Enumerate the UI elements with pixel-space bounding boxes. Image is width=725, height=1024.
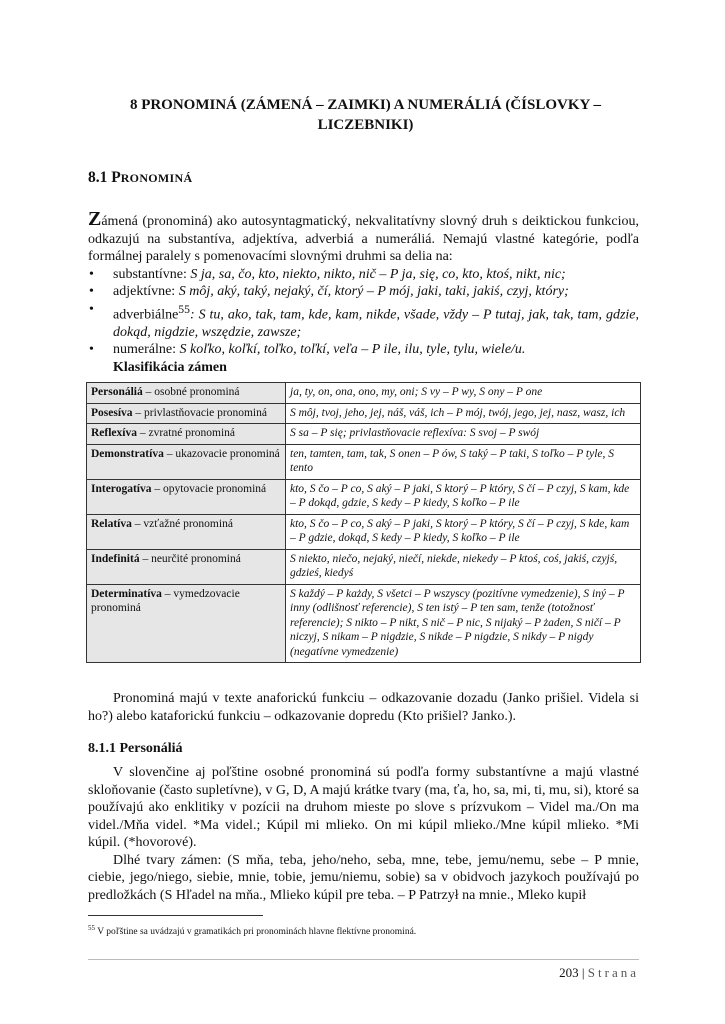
term-desc: – opytovacie pronominá [154,482,267,495]
footnote-text: V poľštine sa uvádzajú v gramatikách pri pronominách hlavne flektívne pronominá. [97,927,417,938]
paragraph-long-forms: Dlhé tvary zámen: (S mňa, teba, jeho/neho, seba, mne, tebe, jemu/nemu, sebe – P mnie, ciebie, jego/niego, siebie, mnie, tobie, jemu/niemu, sobie) sa v obidvoch jazykoch používajú po predložkách (S Hľadel na mňa., Mlieko kúpil pre teba. – P Patrzył na mnie., Mleko kupił [88,852,639,903]
table-row [87,584,641,663]
bullet-text: S koľko, koľkí, toľko, toľkí, veľa – P ile, ilu, tyle, tylu, wiele/u. [179,342,526,358]
bullet-text: S môj, aký, taký, nejaký, čí, ktorý – P mój, jaki, taki, jakiś, czyj, który; [178,284,569,299]
table-term-cell [87,479,286,514]
footer-divider [88,959,639,960]
bullet-label: substantívne: [113,266,187,282]
term-desc: – neurčité pronominá [142,552,241,565]
term: Interogatíva [91,482,152,495]
table-value-cell: S sa – P się; privlastňovacie reflexíva: S svoj – P swój [286,424,641,445]
section-number: 8.1 [88,169,108,186]
section-title [88,169,192,187]
table-row [87,549,641,584]
paragraph-function: Pronominá majú v texte anaforickú funkciu – odkazovanie dozadu (Janko prišiel. Videla si ho?) alebo kataforickú funkciu – odkazovanie dopredu (Kto prišiel? Janko.). [88,691,639,724]
term: Posesíva [91,406,133,419]
table-value-cell: ja, ty, on, ona, ono, my, oni; S vy – P wy, S ony – P one [286,383,641,404]
term: Reflexíva [91,427,137,439]
footnote-ref: 55 [178,302,190,316]
section-title-initial: P [111,169,121,186]
subsection-title: 8.1.1 Personáliá [88,741,183,756]
term-desc: – osobné pronominá [145,386,240,398]
page-number: 203 [559,965,579,980]
term-desc: – vymedzovacie pronominá [91,587,240,614]
table-term-cell [87,444,286,479]
term: Indefinitá [91,552,140,565]
term-desc: – vzťažné pronominá [134,517,233,530]
page-label: Strana [587,965,639,980]
table-value-cell: kto, S čo – P co, S aký – P jaki, S ktorý – P który, S čí – P czyj, S kde, kam – P gdzie, dokąd, S kedy – P kiedy, S koľko – P ile [286,514,641,549]
table-row [87,479,641,514]
footnote [88,924,416,937]
paragraph-short-forms: V slovenčine aj poľštine osobné pronominá sú podľa formy substantívne a majú vlastné skloňovanie (často supletívne), v G, D, A majú krátke tvary (ma, ťa, ho, sa, mi, ti, mu, si), ktoré sa používajú ako enklitiky v pozícii na druhom mieste po slove s prízvukom – Videl ma./On ma videl./Mňa videl. *Ma videl.; Kúpil mi mlieko. On mi kúpil mlieko./Mne kúpil mlieko. *Mi kúpil. (*hovorové). [88,765,639,850]
bullet-text: S ja, sa, čo, kto, niekto, nikto, nič – P ja, się, co, kto, ktoś, nikt, nic; [190,266,566,282]
table-row [87,383,641,404]
bullet-list [88,266,639,359]
table-title: Klasifikácia zámen [113,360,227,375]
table-term-cell [87,403,286,424]
table-term-cell [87,424,286,445]
term-desc: – ukazovacie pronominá [166,447,280,460]
table-value-cell: kto, S čo – P co, S aký – P jaki, S ktorý – P który, S čí – P czyj, S kam, kde – P dokąd, gdzie, S kedy – P kiedy, S koľko – P ile [286,479,641,514]
list-item [88,266,639,284]
paragraph-personalia [88,764,639,904]
footer-separator: | [581,965,585,980]
term-desc: – privlastňovacie pronominá [135,406,267,419]
table-value-cell: S niekto, niečo, nejaký, niečí, niekde, niekedy – P ktoś, coś, jakiś, czyjś, gdzieś, kiedyś [286,549,641,584]
page-footer [559,965,639,981]
bullet-text: : S tu, ako, tak, tam, kde, kam, nikde, všade, vždy – P tutaj, jak, tak, tam, gdzie, dokąd, nigdzie, wszędzie, zawsze; [113,307,639,340]
footnote-number: 55 [88,924,95,932]
table-row [87,403,641,424]
table-value-cell: ten, tamten, tam, tak, S onen – P ów, S taký – P taki, S toľko – P tyle, S tento [286,444,641,479]
table-value-cell: S môj, tvoj, jeho, jej, náš, váš, ich – P mój, twój, jego, jej, nasz, wasz, ich [286,403,641,424]
intro-drop-cap: Z [88,208,102,230]
term: Personáliá [91,386,143,398]
list-item [88,301,639,342]
bullet-label: adverbiálne [113,307,179,323]
classification-table [86,382,641,663]
term: Relatíva [91,517,132,530]
section-title-rest: RONOMINÁ [120,171,193,185]
list-item [88,283,639,301]
table-row [87,444,641,479]
table-term-cell [87,383,286,404]
term: Determinatíva [91,587,162,600]
table-term-cell [87,514,286,549]
table-term-cell [87,549,286,584]
bullet-label: adjektívne: [113,284,176,299]
table-term-cell [87,584,286,663]
table-row [87,514,641,549]
footnote-divider [88,915,263,916]
intro-text: ámená (pronominá) ako autosyntagmatický, nekvalitatívny slovný druh s deiktickou funkciou, odkazujú na substantíva, adjektíva, adverbiá a numeráliá. Nemajú vlastné kategórie, podľa formálnej paralely s pomenovacími slovnými druhmi sa delia na: [88,214,639,264]
list-item [88,341,639,359]
chapter-title: 8 PRONOMINÁ (ZÁMENÁ – ZAIMKI) A NUMERÁLIÁ (ČÍSLOVKY – LICZEBNIKI) [129,97,602,133]
bullet-label: numerálne: [113,342,176,358]
table-row [87,424,641,445]
table-value-cell: S každý – P każdy, S všetci – P wszyscy (pozitívne vymedzenie), S iný – P inny (odlišnosť referencie), S ten istý – P ten sam, tenže (totožnosť referencie); S nikto – P nikt, S nič – P nic, S nijaký – P żaden, S ničí – P niczyj, S nikam – P nigdzie, S nikde – P nigdzie, S nikdy – P nigdy (negatívne vymedzenie) [286,584,641,663]
term-desc: – zvratné pronominá [139,427,236,439]
term: Demonstratíva [91,447,164,460]
intro-paragraph [88,208,639,359]
